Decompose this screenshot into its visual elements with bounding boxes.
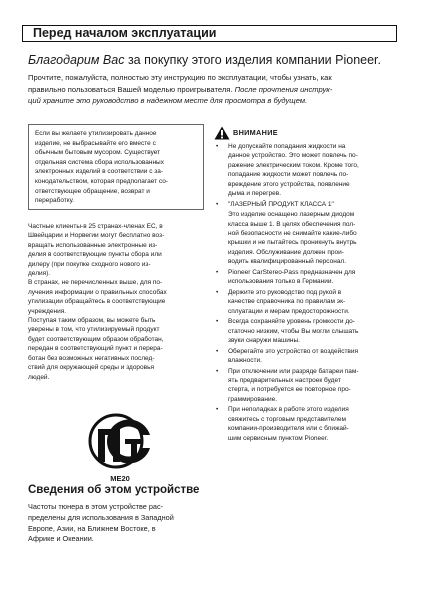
disposal-notice-box [28, 124, 204, 210]
text-line: Африке и Океании. [28, 534, 94, 544]
device-section-body [28, 502, 174, 545]
text-line: лучения информации о правильных способах [28, 288, 167, 296]
notice-line: обычным бытовым мусором. Существует [35, 149, 161, 157]
text-line: передан в соответствующий пункт и перера- [28, 345, 163, 353]
warning-triangle-icon [214, 126, 230, 140]
bullet-icon: • [216, 318, 219, 326]
bullet-icon: • [216, 288, 219, 296]
bullet-icon: • [216, 143, 219, 150]
warning-text-line: Не допускайте попадания жидкости на [228, 143, 346, 150]
intro-line [28, 84, 388, 96]
warning-text-line: ять предварительных настроек будет [228, 377, 341, 385]
warning-text-line: свяжитесь с торговым представителем [228, 415, 346, 423]
warning-list-item [216, 210, 396, 266]
text-line: Частные клиенты-в 25 странах-членах ЕС, в [28, 223, 163, 230]
warning-text-line: шим сервисным пунктом Pioneer. [228, 434, 329, 442]
text-line: утилизации обращайтесь в соответствующие [28, 298, 166, 306]
intro-line: Прочтите, пожалуйста, полностью эту инструкцию по эксплуатации, чтобы узнать, как [28, 73, 332, 82]
warning-text-line: граммирование. [228, 395, 278, 403]
warning-list-item [216, 367, 396, 405]
intro-line-italic: После прочтения инструк- [234, 84, 333, 94]
intro-line-plain: правильно пользоваться Вашей моделью проигрывателя. [28, 84, 235, 94]
intro-block [28, 52, 388, 107]
warning-text-line: дыма и перегрев. [228, 190, 282, 198]
warning-list-item [216, 268, 396, 287]
device-section-title: Сведения об этом устройстве [28, 484, 200, 496]
text-line: делия). [28, 270, 51, 278]
text-line: ботан без возможных негативных послед- [28, 354, 155, 362]
warning-list-item [216, 142, 396, 198]
text-line: Европе, Азии, на Ближнем Востоке, в [28, 523, 156, 533]
warning-text-line: качестве справочника по правилам эк- [228, 298, 346, 306]
paragraph [28, 316, 206, 382]
warning-text-line: сплуатации и мерам предосторожности. [228, 307, 350, 315]
intro-body [28, 72, 388, 107]
warning-text-line: Pioneer CarStereo-Pass предназначен для [228, 268, 356, 276]
notice-line: Если вы желаете утилизировать данное [35, 130, 157, 137]
section-header-bar [22, 25, 397, 42]
warning-text-line: При отключении или разряде батареи пам- [228, 367, 359, 375]
warning-text-line: Это изделие оснащено лазерным диодом [228, 211, 355, 219]
text-line: пределены для использования в Западной [28, 512, 174, 522]
warning-text-line: Всегда сохраняйте уровень громкости до- [228, 318, 355, 326]
warning-list-item [216, 317, 396, 345]
warning-text-line: данное устройство. Это может повлечь по- [228, 152, 358, 160]
bullet-icon: • [216, 406, 219, 414]
warning-text-line: вреждение этого устройства, появление [228, 180, 350, 188]
warning-text-line: "ЛАЗЕРНЫЙ ПРОДУКТ КЛАССА 1" [228, 200, 334, 208]
certification-code: ME20 [110, 474, 130, 483]
disposal-info-text [28, 222, 206, 382]
warning-text-line: ной безопасности не снимайте какие-либо [228, 230, 357, 238]
warning-text-line: изделия. Обслуживание должен прои- [228, 248, 344, 256]
warning-text-line: попадание жидкости может повлечь по- [228, 171, 349, 179]
text-line: Швейцарии и Норвегии могут бесплатно воз- [28, 232, 165, 240]
intro-title [28, 52, 388, 68]
warning-text-line: ражение электрическим током. Кроме того, [228, 161, 359, 169]
warning-list-item [216, 347, 396, 366]
warning-text-line: использования только в Германии. [228, 278, 334, 286]
pct-certification-logo [82, 410, 154, 472]
warning-text-line: крышки и не пытайтесь проникнуть внутрь [228, 239, 357, 247]
text-line: уверены в том, что утилизируемый продукт [28, 326, 160, 334]
text-line: дилеру (при покупке сходного нового из- [28, 260, 151, 268]
warning-text-line: Держите это руководство под рукой в [228, 288, 342, 296]
warning-text-line: стерта, и потребуется ее повторное про- [228, 386, 351, 394]
notice-line: изделие, не выбрасывайте его вместе с [35, 139, 156, 147]
warning-list [216, 142, 396, 444]
text-line: делия в соответствующие пункты сбора или [28, 251, 162, 259]
notice-line: конодательством, которая предполагает со- [35, 177, 169, 185]
intro-title-italic: Благодарим Вас [28, 53, 125, 67]
page-title: Перед началом эксплуатации [33, 26, 217, 40]
bullet-icon: • [216, 347, 219, 355]
intro-line [28, 95, 388, 107]
warning-text-line: статочно низким, чтобы Вы могли слышать [228, 327, 359, 335]
text-line: вращать использованные электронные из- [28, 241, 158, 249]
warning-list-item [216, 405, 396, 443]
text-line: Поступая таким образом, вы можете быть [28, 317, 156, 325]
notice-line: ответствующее обращение, возврат и [35, 187, 150, 195]
notice-line: электронных изделий в соответствии с за- [35, 168, 164, 176]
intro-title-rest: за покупку этого изделия компании Pioneer. [124, 53, 381, 67]
warning-text-line: компании-производителя или с ближай- [228, 425, 349, 433]
text-line: учреждения. [28, 307, 67, 315]
text-line: будет соответствующим образом обработан, [28, 335, 164, 343]
bullet-icon: • [216, 200, 219, 208]
text-line: Частоты тюнера в этом устройстве рас- [28, 502, 164, 511]
intro-line-italic: ций храните это руководство в надежном месте для просмотра в будущем. [28, 96, 308, 106]
text-line: людей. [28, 373, 50, 381]
warning-text-line: влажности. [228, 357, 262, 365]
notice-line: отдельная система сбора использованных [35, 158, 164, 166]
warning-list-item [216, 288, 396, 316]
notice-line: переработку. [35, 197, 75, 205]
warning-title: ВНИМАНИЕ [233, 128, 278, 137]
warning-text-line: Оберегайте это устройство от воздействия [228, 347, 359, 355]
warning-text-line: водить квалифицированный персонал. [228, 258, 347, 266]
bullet-icon: • [216, 367, 219, 375]
warning-list-item [216, 200, 396, 209]
text-line: В странах, не перечисленных выше, для по- [28, 279, 163, 287]
warning-text-line: звуки снаружи машины. [228, 337, 300, 345]
text-line: ствий для окружающей среды и здоровья [28, 364, 155, 372]
warning-text-line: класса выше 1. В целях обеспечения пол- [228, 220, 356, 228]
warning-text-line: При неполадках в работе этого изделия [228, 406, 349, 414]
paragraph [28, 222, 206, 278]
bullet-icon: • [216, 268, 219, 276]
paragraph [28, 278, 206, 316]
